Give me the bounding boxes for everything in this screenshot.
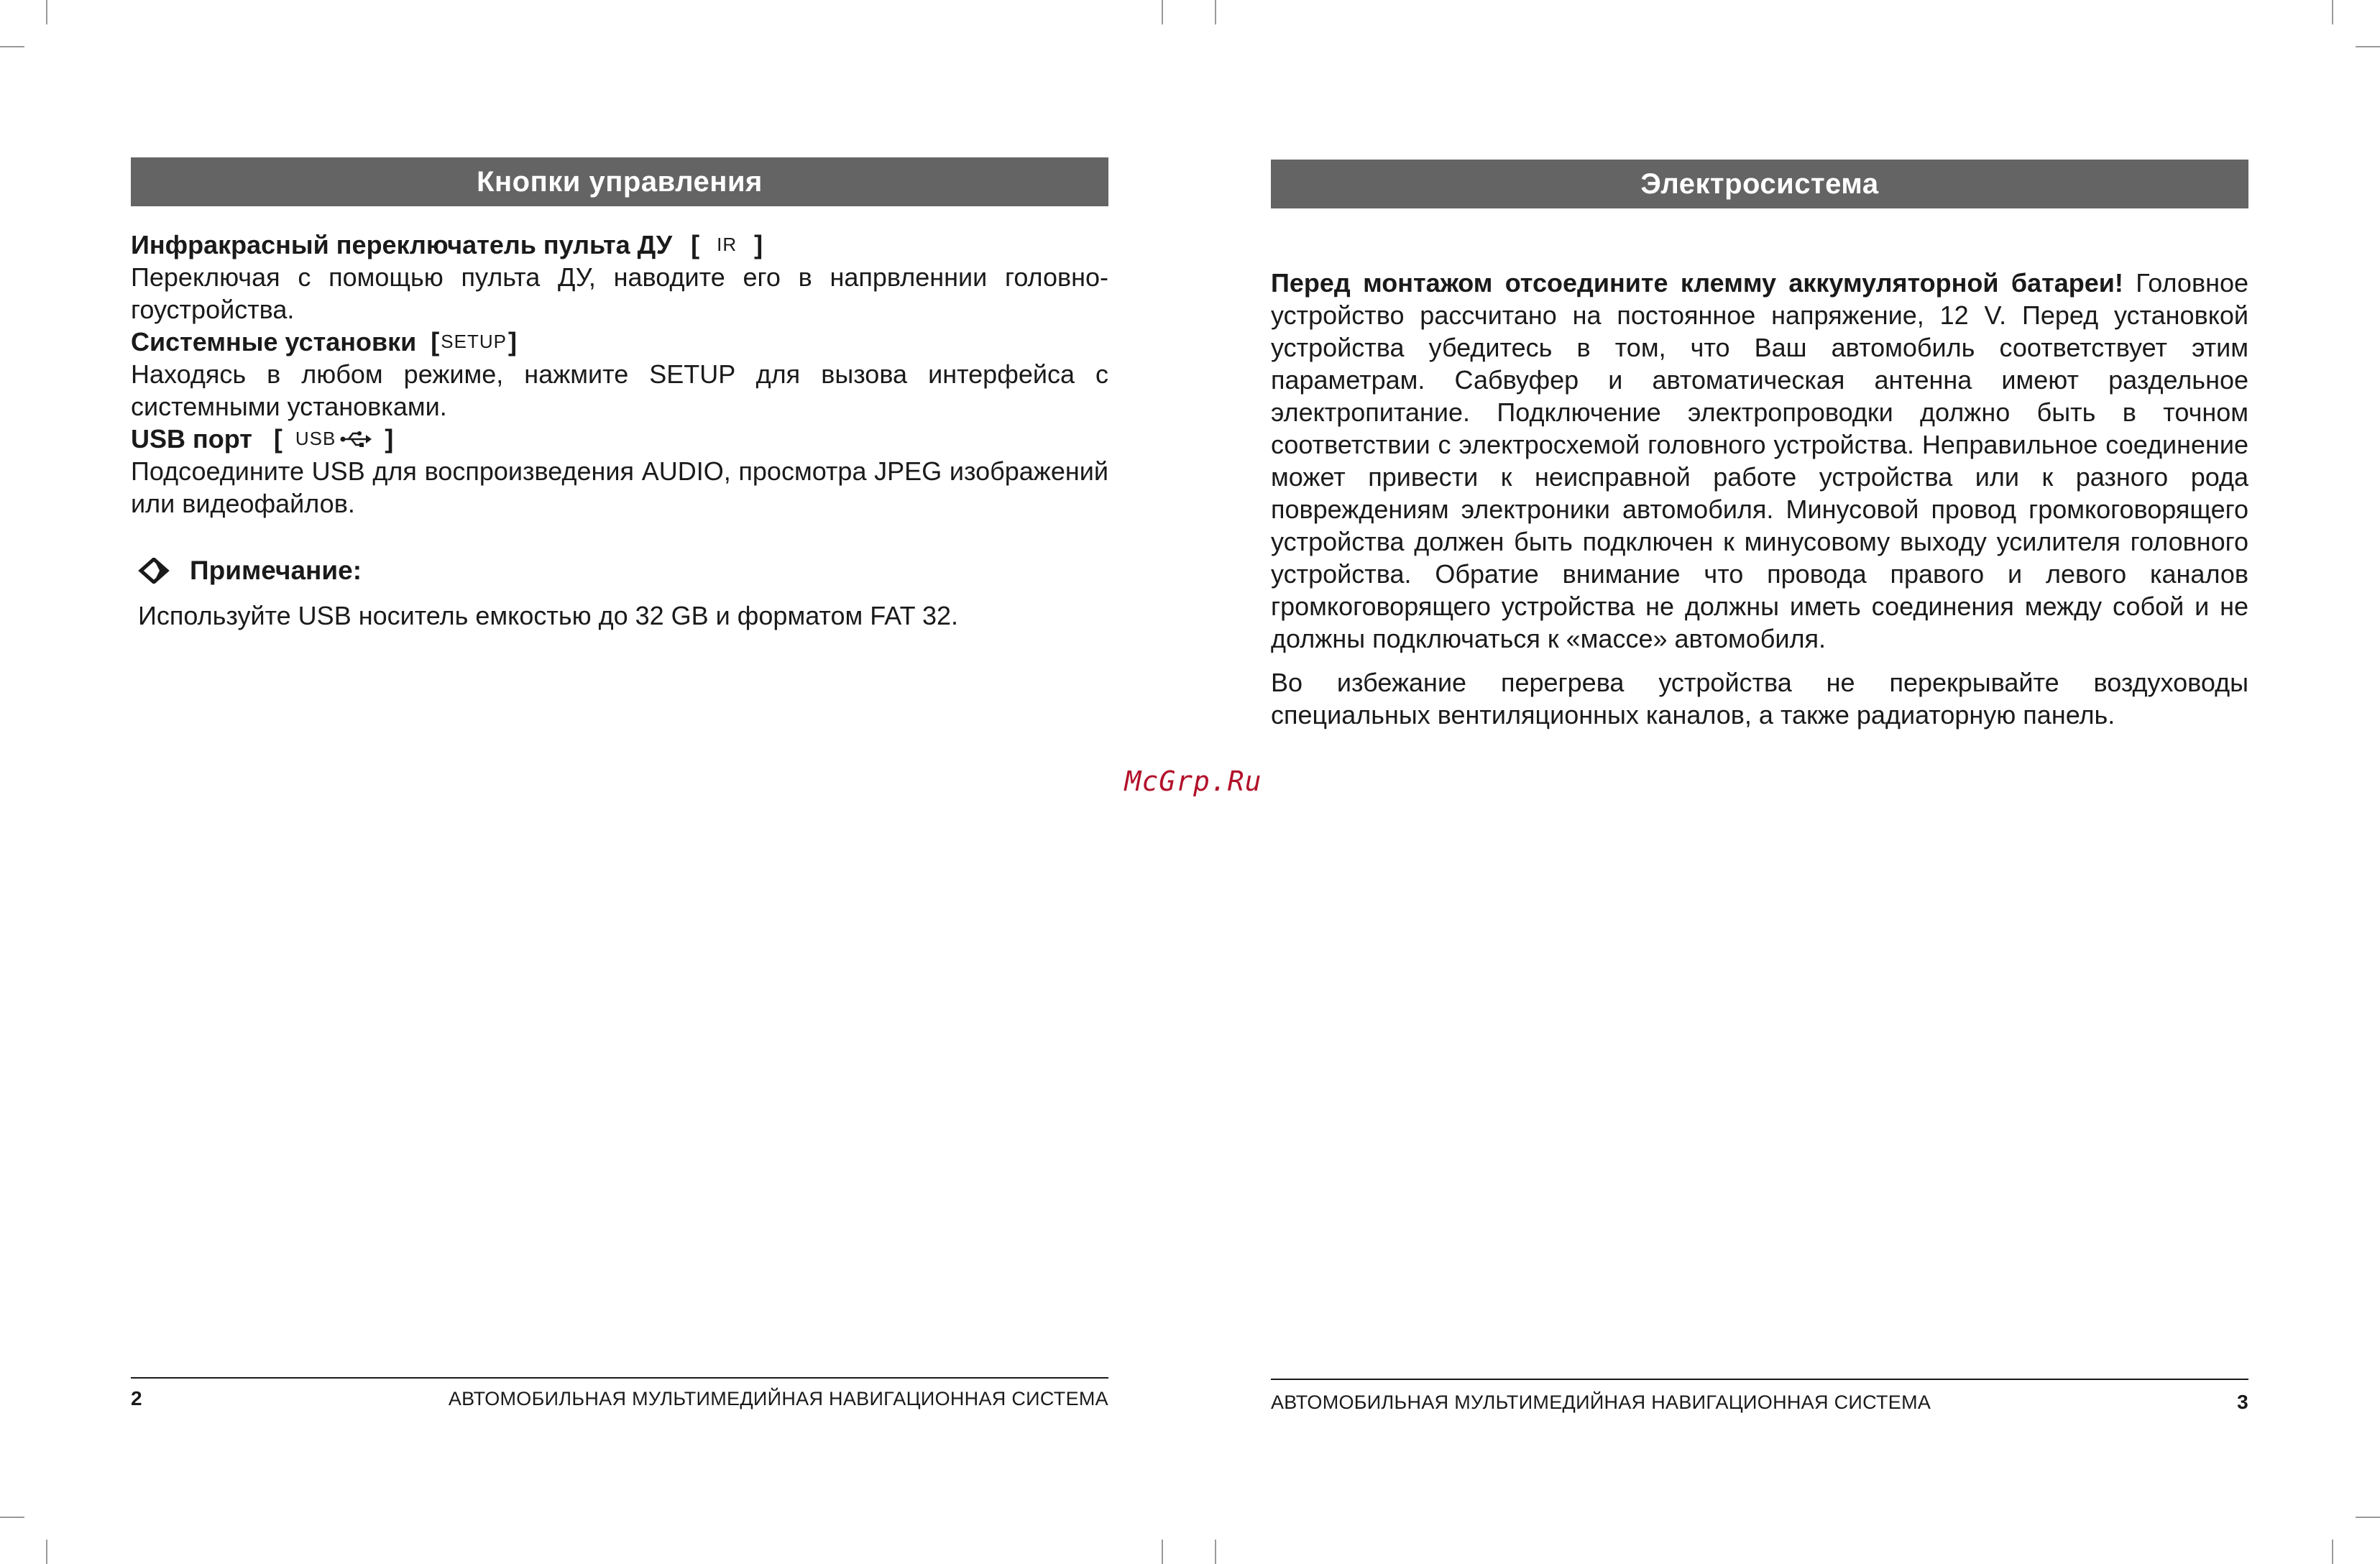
usb-heading-label: USB порт [131,424,252,454]
watermark: McGrp.Ru [1124,765,1262,797]
electrical-paragraph-2: Во избежание перегрева устройства не перекрывайте воздуховоды специальных вентиляционных каналов, а также радиаторную панель. [1271,668,2248,730]
page-number-left: 2 [131,1387,142,1409]
ir-button-code: IR [717,234,738,255]
usb-description: Подсоедините USB для воспроизведения AUDIO, просмотра JPEG изображений или видеофайлов. [131,456,1108,518]
crop-mark [1215,0,1216,24]
usb-button-code: USB [295,428,336,449]
ir-description: Переключая с помощью пульта ДУ, наводите его в напрвленнии головно-гоустройства. [131,262,1108,324]
footer-title-left: АВТОМОБИЛЬНАЯ МУЛЬТИМЕДИЙНАЯ НАВИГАЦИОННАЯ СИСТЕМА [448,1387,1108,1409]
ir-heading-label: Инфракрасный переключатель пульта ДУ [131,230,673,259]
setup-button-label: [ SETUP ] [431,327,517,356]
crop-mark [2332,1540,2333,1564]
section-title-controls: Кнопки управления [131,157,1108,206]
footer-divider [131,1377,1108,1379]
ir-heading [131,229,1108,261]
crop-mark [0,46,24,47]
controls-content [131,229,1108,520]
crop-mark [2356,46,2380,47]
crop-mark [1162,0,1163,24]
setup-button-code: SETUP [441,331,507,352]
crop-mark [1215,1540,1216,1564]
page-number-right: 3 [2237,1391,2248,1413]
crop-mark [46,0,47,24]
footer-title-right: АВТОМОБИЛЬНАЯ МУЛЬТИМЕДИЙНАЯ НАВИГАЦИОННАЯ СИСТЕМА [1271,1391,1931,1413]
footer-divider [1271,1379,2248,1380]
electrical-content [1271,267,2248,731]
setup-description: Находясь в любом режиме, нажмите SETUP для вызова интерфейса с системными установками. [131,359,1108,421]
footer-left [131,1387,1108,1410]
footer-right [1271,1391,2248,1414]
usb-icon [340,431,372,448]
crop-mark [2356,1517,2380,1518]
crop-mark [0,1517,24,1518]
battery-warning: Перед монтажом отсоедините клемму аккумуляторной батареи! [1271,268,2123,298]
note-title: Примечание: [190,556,362,585]
section-title-electrical: Электросистема [1271,160,2248,208]
electrical-paragraph-1 [1271,267,2248,655]
crop-mark [2332,0,2333,24]
setup-heading [131,326,1108,358]
ir-button-label: [ IR ] [691,230,763,259]
crop-mark [46,1540,47,1564]
setup-heading-label: Системные установки [131,327,417,356]
note-text: Используйте USB носитель емкостью до 32 GB и форматом FAT 32. [138,601,959,630]
diamond-arrow-icon [138,558,170,584]
note-heading [138,556,362,586]
electrical-paragraph-1-text: Головное устройство рассчитано на постоянное напряжение, 12 V. Перед установкой устройства убедитесь в том, что Ваш автомобиль соответствует этим параметрам. Сабвуфер и автоматическая антенна имеют раздельное электропитание. Подключение электропроводки должно быть в точном соответствии с электросхемой головного устройства. Неправильное соединение может привести к неисправной работе устройства или к разного рода повреждениям электроники автомобиля. Минусовой провод громкоговорящего устройства должен быть подключен к минусовому выходу усилителя головного устройства. Обратие внимание что провода правого и левого каналов громкоговорящего устройства не должны иметь соединения между собой и не должны подключаться к «массе» автомобиля. [1271,268,2248,653]
crop-mark [1162,1540,1163,1564]
usb-button-label: [ USB ] [273,424,394,454]
usb-heading [131,423,1108,455]
